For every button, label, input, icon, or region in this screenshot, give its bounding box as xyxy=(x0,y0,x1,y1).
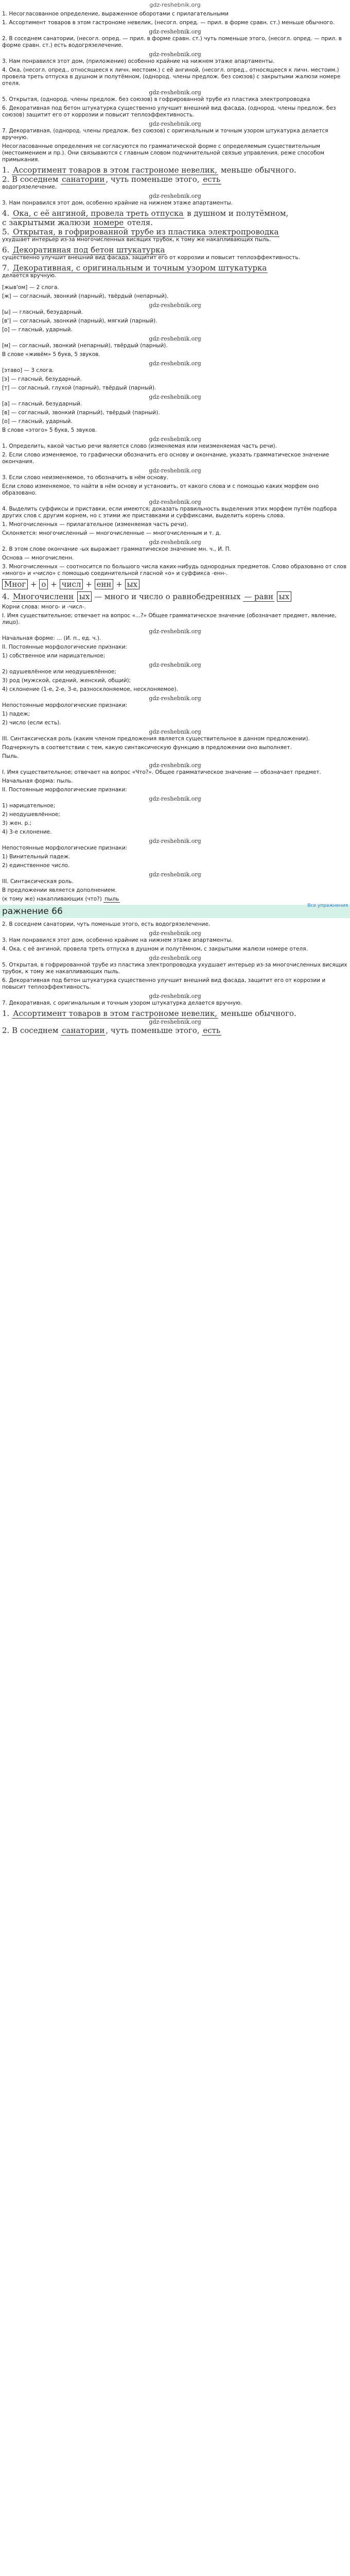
analysis-s5: 5. Открытая, в гофрированной трубе из пластика электропроводка xyxy=(2,227,279,236)
p5-0: 2. В соседнем санатории, чуть поменьше этого, есть водогрязелечение. xyxy=(2,921,211,927)
analysis-s7: 7. Декоративная, с оригинальным и точным узором штукатурка xyxy=(2,263,267,273)
analysis-s5-end: ухудшает интерьер из-за многочисленных висящих трубок, к тому же накапливающих пыль. xyxy=(2,236,271,243)
watermark: gdz-reshebnik.org xyxy=(149,394,201,400)
exercise-title: ражнение 66 xyxy=(2,906,63,917)
p3-21: 2. В этом слове окончание -ых выражает грамматическое значение мн. ч., И. П. xyxy=(2,546,231,552)
p3-13: В слове «этого» 5 букв, 5 звуков. xyxy=(2,427,97,433)
p4-2: Начальная форме: ... (И. п., ед. ч.). xyxy=(2,635,101,641)
p3-12: [о] — гласный, ударный. xyxy=(2,418,73,425)
p3-3: [в'] — согласный, звонкий (парный), мягкий (парный). xyxy=(2,318,157,324)
watermark: gdz-reshebnik.org xyxy=(149,1019,201,1025)
p4-15: Начальная форма: пыль. xyxy=(2,778,73,784)
p3-11: [в] — согласный, звонкий (парный), твёрдый (парный). xyxy=(2,410,160,416)
watermark: gdz-reshebnik.org xyxy=(149,89,201,96)
p4-14: I. Имя существительное; отвечает на вопрос «Что?». Общее грамматическое значение — обозначает предмет. xyxy=(2,769,321,775)
p4-21: Непостоянные морфологические признаки: xyxy=(2,845,128,851)
watermark: gdz-reshebnik.org xyxy=(149,695,201,702)
watermark: gdz-reshebnik.org xyxy=(149,436,201,443)
all-exercises-link[interactable]: Все упражнения xyxy=(307,903,348,908)
morpheme-scheme: 4. Многочисленн ых — много и число о равнобедренных — равн ых xyxy=(2,591,348,602)
p4-23: 2) единственное число. xyxy=(2,862,70,869)
p4-4: 1) собственное или нарицательное; xyxy=(2,653,106,659)
p1-0: 1. Несогласованное определение, выраженное оборотами с прилагательными xyxy=(2,11,229,17)
watermark: gdz-reshebnik.org xyxy=(149,955,201,961)
watermark: gdz-reshebnik.org xyxy=(149,762,201,769)
p1-1: 1. Ассортимент товаров в этом гастрономе невелик, (несогл. опред. — прил. в форме сравн. ст.) меньше обычного. xyxy=(2,20,335,26)
p3-7: [этаво] — 3 слога. xyxy=(2,367,54,374)
p4-9: 1) падеж; xyxy=(2,711,30,717)
bottom-s2: 2. В соседнем санатории , чуть поменьше этого, есть xyxy=(2,1026,221,1035)
watermark: gdz-reshebnik.org xyxy=(149,628,201,635)
footer-line: (к тому же) накапливающих (что?) пыль xyxy=(2,896,119,902)
watermark: gdz-reshebnik.org xyxy=(149,302,201,309)
bottom-s1: 1. Ассортимент товаров в этом гастрономе невелик, меньше обычного. xyxy=(2,1009,296,1018)
watermark: gdz-reshebnik.org xyxy=(149,499,201,505)
watermark: gdz-reshebnik.org xyxy=(149,360,201,367)
p4-1: I. Имя существительное; отвечает на вопрос «...?» Общее грамматическое значение (обозначает предмет, явление, лицо). xyxy=(2,613,337,625)
solution-content xyxy=(0,11,350,1035)
p4-10: 2) число (если есть). xyxy=(2,720,61,726)
watermark: gdz-reshebnik.org xyxy=(149,539,201,546)
p4-24: III. Синтаксическая роль. xyxy=(2,878,74,885)
p3-17: Если слово изменяемое, то найти в нём основу и установить, от какого слова и с помощью каких морфем оно образовано. xyxy=(2,483,319,496)
watermark: gdz-reshebnik.org xyxy=(149,838,201,844)
watermark: gdz-reshebnik.org xyxy=(149,728,201,735)
p1-6: 6. Декоративная под бетон штукатурка существенно улучшит внешний вид фасада, (однород. члены предлож. без союзов) защитит его от коррозии и повысит теплоэффективность. xyxy=(2,105,336,118)
p5-3: 5. Открытая, в гофрированной трубе из пластика электропроводка ухудшает интерьер из-за многочисленных висящих трубок, к тому же накапливающих пыль. xyxy=(2,962,347,975)
p1-4: 4. Ока, (несогл. опред., относящееся к личн. местоим.) с её ангиной, (несогл. опред., относящееся к личн. местоим.) провела треть отпуска в душном и полутёмном, (однород. члены предлож. без союзов) с закрытыми жалюзи номере отеля. xyxy=(2,67,341,87)
p4-11: III. Синтаксическая роль (каким членом предложения является существительное в данном предложении). xyxy=(2,736,310,742)
p3-23: 3. Многочисленных — соотносится по большого числа каких-нибудь однородных предметов. Слово образовано от слов «много» и «число» с помощью соединительной гласной «о» и суффикса -енн-. xyxy=(2,564,347,577)
p4-25: В предложении является дополнением. xyxy=(2,887,117,893)
watermark: gdz-reshebnik.org xyxy=(149,795,201,802)
watermark: gdz-reshebnik.org xyxy=(149,930,201,937)
p1-8: Несогласованные определения не согласуются по грамматической форме с определяемым существительным (местоимением и пр.). Они связываются с главным словом подчинительной связью управления, реже способом примыкания. xyxy=(2,143,324,163)
watermark: gdz-reshebnik.org xyxy=(149,51,201,58)
word-formation-scheme: Мног + о + числ + енн + ых xyxy=(2,579,348,589)
p5-2: 4. Ока, с её ангиной, провела треть отпуска в душном и полутёмном, с закрытыми жалюзи номере отеля. xyxy=(2,946,308,952)
watermark: gdz-reshebnik.org xyxy=(149,193,201,199)
p4-18: 2) неодушевлённое; xyxy=(2,811,60,818)
analysis-s6: 6. Декоративная под бетон штукатурка xyxy=(2,245,165,255)
p4-12: Подчеркнуть в соответствии с тем, какую синтаксическую функцию в предложении оно выполняет. xyxy=(2,744,292,751)
p5-5: 7. Декоративная, с оригинальным и точным узором штукатурка делается вручную. xyxy=(2,1000,242,1006)
p3-20: Склоняется: многочисленный — многочисленные — многочисленным и т. д. xyxy=(2,530,221,536)
p4-16: II. Постоянные морфологические признаки: xyxy=(2,787,127,793)
p3-0: [жыв'ом] — 2 слога. xyxy=(2,284,59,291)
p3-4: [о] — гласный, ударный. xyxy=(2,327,73,333)
p3-1: [ж] — согласный, звонкий (парный), твёрдый (непарный). xyxy=(2,293,169,299)
p3-22: Основа — многочисленн. xyxy=(2,555,74,561)
p3-2: [ы] — гласный, безударный. xyxy=(2,309,83,315)
p1-5: 5. Открытая, (однород. члены предлож. без союзов) в гофрированной трубе из пластика электропроводка xyxy=(2,96,310,103)
p4-19: 3) жен. р.; xyxy=(2,820,32,826)
p3-10: [а] — гласный, безударный. xyxy=(2,401,82,407)
watermark: gdz-reshebnik.org xyxy=(149,467,201,474)
p5-4: 6. Декоративная под бетон штукатурка существенно улучшит внешний вид фасада, защитит его от коррозии и повысит теплоэффективность. xyxy=(2,977,326,990)
p5-1: 3. Нам понравился этот дом, особенно крайние на нижнем этаже апартаменты. xyxy=(2,937,233,943)
p3-18: 4. Выделить суффиксы и приставки, если имеются; доказать правильность выделения этих морфем путём подбора других слов с другим корнем, но с этими же приставками и суффиксами, выделить корень слова. xyxy=(2,506,337,519)
analysis-s2: 2. В соседнем санатории , чуть поменьше этого, есть xyxy=(2,175,221,184)
p4-0: Корни слова: много- и -числ-. xyxy=(2,604,86,610)
analysis-s4-b: с закрытыми жалюзи номере отеля. xyxy=(2,218,153,227)
p3-5: [м] — согласный, звонкий (непарный), твёрдый (парный). xyxy=(2,343,168,349)
analysis-s3: 3. Нам понравился этот дом, особенно крайние на нижнем этаже апартаменты. xyxy=(2,200,233,206)
p4-5: 2) одушевлённое или неодушевлённое; xyxy=(2,669,116,675)
p4-13: Пыль. xyxy=(2,753,19,759)
p4-20: 4) 3-е склонение. xyxy=(2,829,52,835)
p1-2: 2. В соседнем санатории, (несогл. опред. — прил. в форме сравн. ст.) чуть поменьше этого, (несогл. опред. — прил. в форме сравн. ст.) есть водогрязелечение. xyxy=(2,36,342,48)
p1-7: 7. Декоративная, (однород. члены предлож. без союзов) с оригинальным и точным узором штукатурка делается вручную. xyxy=(2,128,328,141)
watermark: gdz-reshebnik.org xyxy=(149,121,201,127)
p3-19: 1. Многочисленных — прилагательное (изменяемая часть речи). xyxy=(2,521,188,528)
p4-17: 1) нарицательное; xyxy=(2,803,56,809)
analysis-s6-end: существенно улучшит внешний вид фасада, защитит его от коррозии и повысит теплоэффективность. xyxy=(2,255,300,261)
p4-6: 3) род (мужской, средний, женский, общий); xyxy=(2,677,131,684)
p3-15: 2. Если слово изменяемое, то графически обозначить его основу и окончание, указать грамматическое значение окончания. xyxy=(2,452,329,465)
watermark: gdz-reshebnik.org xyxy=(149,662,201,668)
p1-3: 3. Нам понравился этот дом, (приложение) особенно крайние на нижнем этаже апартаменты. xyxy=(2,58,275,64)
analysis-s7-end: делается вручную. xyxy=(2,273,57,279)
p3-14: 1. Определить, какой частью речи является слово (изменяемая или неизменяемая часть речи). xyxy=(2,443,277,449)
p4-22: 1) Винительный падеж. xyxy=(2,854,71,860)
p3-6: В слове «живём» 5 букв, 5 звуков. xyxy=(2,351,100,358)
watermark: gdz-reshebnik.org xyxy=(149,871,201,878)
exercise-header xyxy=(0,905,350,918)
p4-7: 4) склонение (1-е, 2-е, 3-е, разносклоняемое, несклоняемое). xyxy=(2,686,178,692)
watermark: gdz-reshebnik.org xyxy=(149,993,201,999)
analysis-s2-end: водогрязелечение. xyxy=(2,184,57,190)
p4-3: II. Постоянные морфологические признаки: xyxy=(2,644,127,650)
watermark: gdz-reshebnik.org xyxy=(149,28,201,35)
p3-16: 3. Если слово неизменяемое, то обозначить в нём основу. xyxy=(2,474,168,481)
p4-8: Непостоянные морфологические признаки: xyxy=(2,702,128,708)
analysis-s1: 1. Ассортимент товаров в этом гастрономе невелик, меньше обычного. xyxy=(2,165,296,175)
p3-9: [т] — согласный, глухой (парный), твёрдый (парный). xyxy=(2,385,156,391)
watermark: gdz-reshebnik.org xyxy=(149,335,201,342)
p3-8: [э] — гласный, безударный. xyxy=(2,376,82,382)
site-url[interactable]: gdz-reshebnik.org xyxy=(149,2,201,8)
analysis-s4: 4. Ока, с её ангиной, провела треть отпуска в душном и полутёмном, xyxy=(2,209,289,218)
